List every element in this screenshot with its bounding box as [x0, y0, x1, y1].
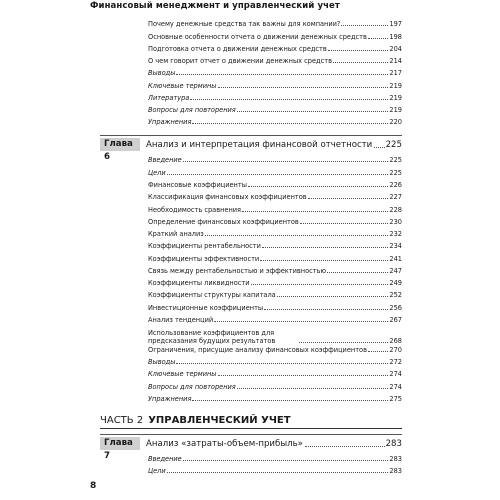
- toc-entry-label: Инвестиционные коэффициенты: [148, 304, 264, 312]
- toc-entry: [148, 279, 402, 287]
- dot-leader: [192, 123, 388, 124]
- toc-entry-label: О чем говорит отчет о движении денежных средств: [148, 57, 332, 65]
- toc-entry: [148, 291, 402, 299]
- toc-entry-label: Коэффициенты эффективности: [148, 255, 260, 263]
- toc-entry-page: 225: [389, 169, 402, 177]
- toc-entry-page: 256: [389, 304, 402, 312]
- dot-leader: [176, 363, 388, 364]
- toc-entry-page: 198: [389, 33, 402, 41]
- chapter-divider: [100, 434, 402, 435]
- toc-entry-page: 275: [389, 395, 402, 403]
- chapter-page: 283: [385, 438, 402, 449]
- page-number: 8: [90, 481, 97, 491]
- toc-entry-label: Вопросы для повторения: [148, 383, 236, 391]
- dot-leader: [260, 260, 388, 261]
- toc-entry: [148, 57, 402, 65]
- toc-entry: [148, 69, 402, 77]
- toc-entry-page: 214: [389, 57, 402, 65]
- toc-entry-page: 226: [389, 181, 402, 189]
- dot-leader: [192, 400, 388, 401]
- toc-entry-label: Упражнения: [148, 118, 192, 126]
- toc-entry-label: Необходимость сравнения: [148, 206, 242, 214]
- toc-entry: [148, 304, 402, 312]
- dot-leader: [305, 446, 385, 447]
- toc-entry: [148, 193, 402, 201]
- running-header: Финансовый менеджмент и управленческий учет: [90, 1, 340, 11]
- dot-leader: [183, 161, 389, 162]
- dot-leader: [205, 235, 389, 236]
- toc-entry-label: Литература: [148, 94, 190, 102]
- toc-entry-label: Выводы: [148, 358, 176, 366]
- toc-entry: [148, 94, 402, 102]
- toc-entry: [148, 455, 402, 463]
- chapter-badge: Глава 6: [100, 138, 140, 151]
- dot-leader: [242, 211, 388, 212]
- chapter-badge: Глава 7: [100, 437, 140, 450]
- toc-entry: [148, 206, 402, 214]
- toc-entry: [148, 242, 402, 250]
- toc-entry-page: 197: [389, 20, 402, 28]
- toc-entry: [148, 346, 402, 354]
- dot-leader: [327, 272, 388, 273]
- dot-leader: [308, 198, 389, 199]
- toc-entry: [148, 106, 402, 114]
- toc-entry: [148, 156, 402, 164]
- dot-leader: [214, 321, 388, 322]
- dot-leader: [251, 284, 389, 285]
- toc-entry: [148, 82, 402, 90]
- dot-leader: [328, 50, 389, 51]
- toc-entry-page: 204: [389, 45, 402, 53]
- toc-entry-label: Коэффициенты структуры капитала: [148, 291, 276, 299]
- toc-entry: [148, 169, 402, 177]
- dot-leader: [262, 247, 388, 248]
- toc-entry-page: 232: [389, 230, 402, 238]
- toc-entry-label: Ключевые термины: [148, 82, 217, 90]
- toc-entry-page: 272: [389, 358, 402, 366]
- toc-entry-label: Краткий анализ: [148, 230, 204, 238]
- toc-entry-page: 267: [389, 316, 402, 324]
- toc-entry-page: 219: [389, 94, 402, 102]
- dot-leader: [218, 375, 389, 376]
- toc-entry-label: Ограничения, присущие анализу финансовых коэффициентов: [148, 346, 367, 354]
- chapter-title: Анализ «затраты-объем-прибыль»: [146, 438, 303, 449]
- dot-leader: [176, 74, 388, 75]
- toc-entry: [148, 395, 402, 403]
- toc-entry-label: Почему денежные средства так важны для компании?: [148, 20, 341, 28]
- toc-entry-label: Выводы: [148, 69, 176, 77]
- toc-entry-label: Коэффициенты ликвидности: [148, 279, 250, 287]
- toc-entry-label: Цели: [148, 169, 166, 177]
- dot-leader: [368, 38, 389, 39]
- dot-leader: [368, 351, 388, 352]
- toc-entry-label: Введение: [148, 156, 182, 164]
- toc-entry-label: Анализ тенденций: [148, 316, 214, 324]
- toc-entry-page: 252: [389, 291, 402, 299]
- dot-leader: [167, 472, 389, 473]
- chapter-title: Анализ и интерпретация финансовой отчетности: [146, 139, 373, 150]
- dot-leader: [277, 296, 389, 297]
- toc-entry-page: 234: [389, 242, 402, 250]
- toc-entry-label: Связь между рентабельностью и эффективностью: [148, 267, 327, 275]
- toc-entry-page: 227: [389, 193, 402, 201]
- toc-entry-page: 217: [389, 69, 402, 77]
- toc-entry-page: 219: [389, 82, 402, 90]
- toc-entry: [148, 383, 402, 391]
- toc-entry-label: Использование коэффициентов для предсказания будущих результатов: [148, 329, 276, 345]
- toc-entry-page: 219: [389, 106, 402, 114]
- toc-entry: [148, 316, 402, 324]
- dot-leader: [237, 388, 389, 389]
- part-heading: [100, 415, 402, 426]
- toc-entry-page: 274: [389, 383, 402, 391]
- toc-entry: [148, 20, 402, 28]
- chapter-page: 225: [385, 139, 402, 150]
- dot-leader: [299, 342, 388, 343]
- toc-entry-label: Классификация финансовых коэффициентов: [148, 193, 307, 201]
- toc-entry: [148, 230, 402, 238]
- toc-entry-page: 270: [389, 346, 402, 354]
- toc-entry-page: 225: [389, 156, 402, 164]
- toc-entry-page: 228: [389, 206, 402, 214]
- chapter-divider: [100, 135, 402, 136]
- part-title: УПРАВЛЕНЧЕСКИЙ УЧЕТ: [148, 415, 291, 426]
- toc-entry-page: 247: [389, 267, 402, 275]
- toc-entry-label: Цели: [148, 467, 166, 475]
- toc-entry: [148, 118, 402, 126]
- toc-entry-label: Определение финансовых коэффициентов: [148, 218, 299, 226]
- toc-entry: [148, 255, 402, 263]
- toc-entry: [148, 358, 402, 366]
- toc-entry-page: 230: [389, 218, 402, 226]
- toc-entry: [148, 330, 402, 345]
- toc-entry-label: Упражнения: [148, 395, 192, 403]
- dot-leader: [183, 460, 389, 461]
- toc-entry-label: Основные особенности отчета о движении денежных средств: [148, 33, 367, 41]
- toc-entry-label: Подготовка отчета о движении денежных средств: [148, 45, 327, 53]
- toc-entry-label: Финансовые коэффициенты: [148, 181, 247, 189]
- part-label: ЧАСТЬ 2: [100, 415, 144, 426]
- toc-entry-page: 249: [389, 279, 402, 287]
- toc-entry: [148, 467, 402, 475]
- toc-entry-page: 220: [389, 118, 402, 126]
- toc-entry-page: 283: [389, 467, 402, 475]
- toc-entry: [148, 267, 402, 275]
- toc-entry-label: Вопросы для повторения: [148, 106, 236, 114]
- dot-leader: [374, 147, 384, 148]
- toc-entry-page: 283: [389, 455, 402, 463]
- dot-leader: [333, 62, 388, 63]
- toc-entry: [148, 218, 402, 226]
- toc-entry-label: Коэффициенты рентабельности: [148, 242, 261, 250]
- dot-leader: [341, 25, 388, 26]
- toc-entry-label: Ключевые термины: [148, 370, 217, 378]
- dot-leader: [248, 186, 388, 187]
- dot-leader: [237, 111, 389, 112]
- toc-entry-label: Введение: [148, 455, 182, 463]
- toc-entry: [148, 181, 402, 189]
- dot-leader: [190, 99, 388, 100]
- dot-leader: [218, 87, 389, 88]
- toc-entry-page: 274: [389, 370, 402, 378]
- dot-leader: [300, 223, 389, 224]
- toc-entry-page: 268: [389, 337, 402, 346]
- toc-entry-page: 241: [389, 255, 402, 263]
- part-divider: [100, 428, 402, 429]
- toc-entry: [148, 370, 402, 378]
- toc-entry: [148, 33, 402, 41]
- toc-entry: [148, 45, 402, 53]
- dot-leader: [264, 309, 388, 310]
- dot-leader: [167, 174, 389, 175]
